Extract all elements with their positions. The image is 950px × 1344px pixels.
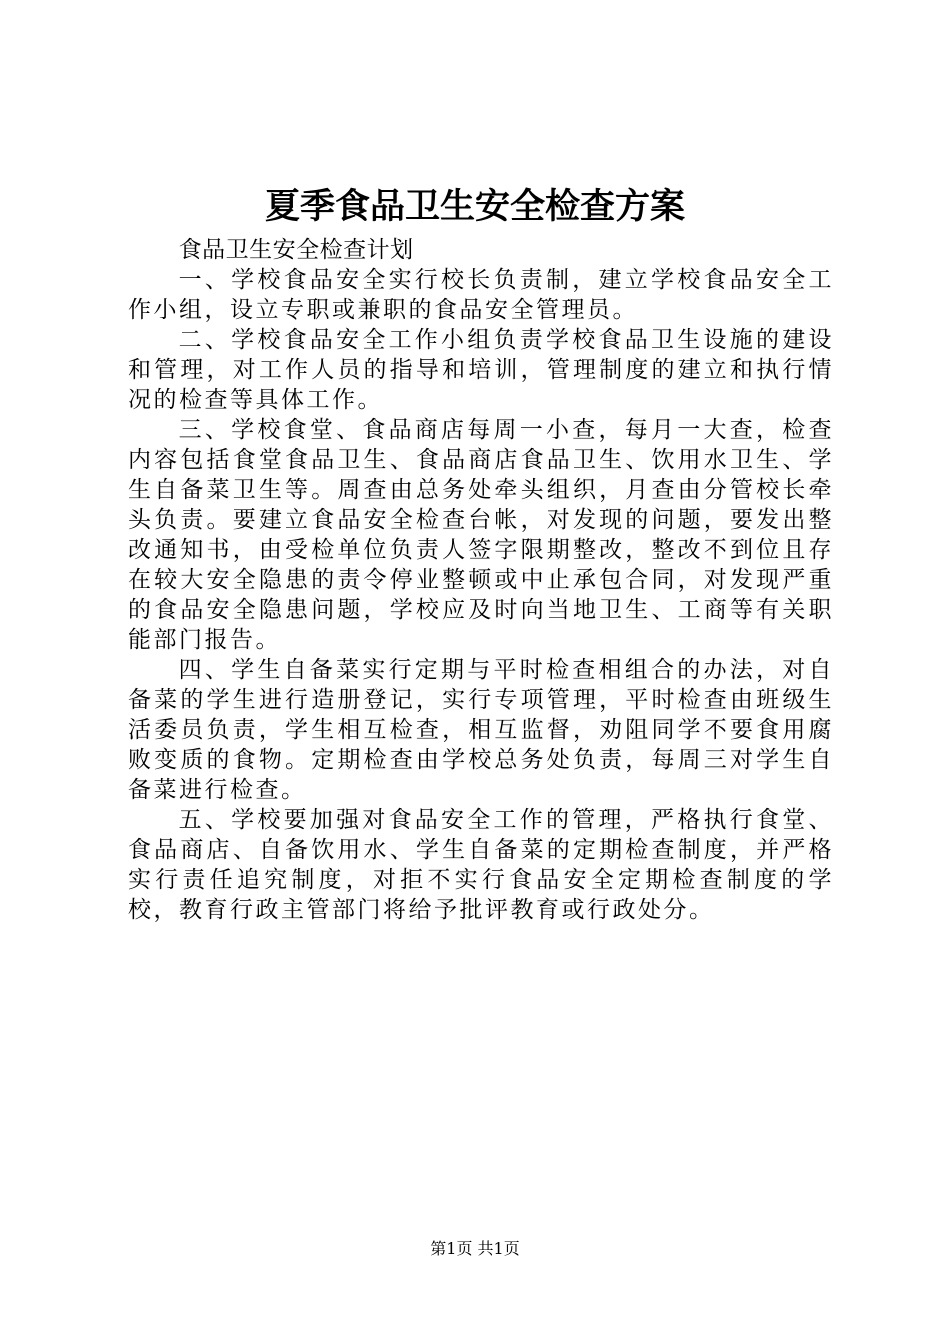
page-footer: 第1页 共1页 [430,1239,520,1258]
document-title: 夏季食品卫生安全检查方案 [264,186,685,227]
paragraph-2: 二、学校食品安全工作小组负责学校食品卫生设施的建设和管理，对工作人员的指导和培训，管理制度的建立和执行情况的检查等具体工作。 [128,327,834,413]
paragraph-1: 一、学校食品安全实行校长负责制，建立学校食品安全工作小组，设立专职或兼职的食品安全管理员。 [128,267,834,323]
document-subtitle: 食品卫生安全检查计划 [178,237,414,263]
paragraph-3: 三、学校食堂、食品商店每周一小查，每月一大查，检查内容包括食堂食品卫生、食品商店食品卫生、饮用水卫生、学生自备菜卫生等。周查由总务处牵头组织，月查由分管校长牵头负责。要建立食品安全检查台帐，对发现的问题，要发出整改通知书，由受检单位负责人签字限期整改，整改不到位且存在较大安全隐患的责令停业整顿或中止承包合同，对发现严重的食品安全隐患问题，学校应及时向当地卫生、工商等有关职能部门报告。 [128,417,834,653]
paragraph-5: 五、学校要加强对食品安全工作的管理，严格执行食堂、食品商店、自备饮用水、学生自备菜的定期检查制度，并严格实行责任追究制度，对拒不实行食品安全定期检查制度的学校，教育行政主管部门将给予批评教育或行政处分。 [128,807,834,923]
document-body [128,235,834,925]
paragraph-4: 四、学生自备菜实行定期与平时检查相组合的办法，对自备菜的学生进行造册登记，实行专项管理，平时检查由班级生活委员负责，学生相互检查，相互监督，劝阻同学不要食用腐败变质的食物。定期检查由学校总务处负责，每周三对学生自备菜进行检查。 [128,657,834,803]
